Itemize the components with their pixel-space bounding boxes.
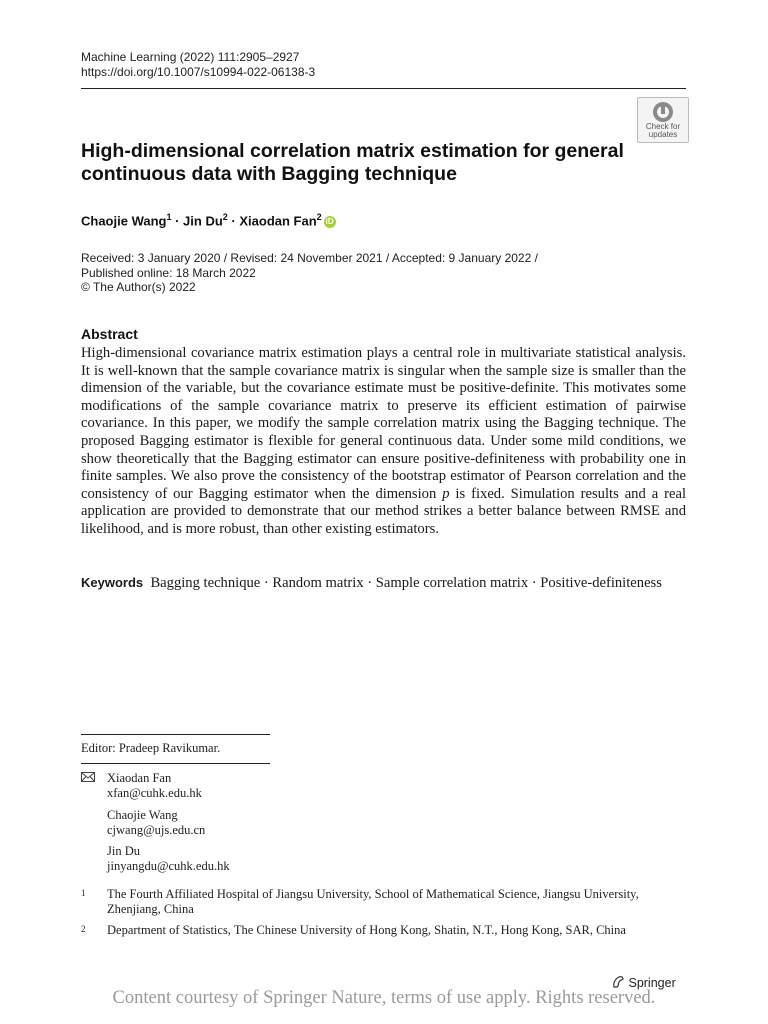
publisher-name: Springer — [628, 976, 676, 990]
abstract-heading: Abstract — [81, 326, 138, 342]
keywords-label: Keywords — [81, 575, 144, 590]
abstract-text: High-dimensional covariance matrix estimation plays a central role in multivariate statistical analysis. It is well-known that the sample covariance matrix is singular when the sample size is smaller than the dimension of the variable, but the covariance estimate must be positive-definite. This motivates some modifications of the sample covariance matrix to preserve its efficient estimation of pairwise covariance. In this paper, we modify the sample correlation matrix using the Bagging technique. The proposed Bagging estimator is flexible for general continuous data. Under some mild conditions, we show theoretically that the Bagging estimator can ensure positive-definiteness with probability one in finite samples. We also prove the consistency of the bootstrap estimator of Pearson correlation and the consistency of our Bagging estimator when the dimension — [81, 345, 686, 502]
header-rule — [81, 88, 686, 89]
author-affil-sup: 1 — [166, 212, 172, 222]
author-name[interactable]: Xiaodan Fan — [239, 213, 317, 229]
check-for-updates-icon — [652, 101, 674, 123]
footnote-rule — [81, 734, 270, 735]
dates-line2: Published online: 18 March 2022 — [81, 265, 256, 280]
title-line1: High-dimensional correlation matrix estimation for general — [81, 140, 624, 162]
journal-citation — [81, 50, 315, 80]
contact-block — [107, 808, 205, 838]
author-list — [81, 209, 336, 229]
abstract-math-p: p — [442, 485, 450, 502]
doi-link[interactable]: https://doi.org/10.1007/s10994-022-06138-3 — [81, 65, 316, 79]
courtesy-notice: Content courtesy of Springer Nature, terms of use apply. Rights reserved. — [112, 988, 656, 1008]
dates-line1: Received: 3 January 2020 / Revised: 24 November 2021 / Accepted: 9 January 2022 / — [81, 251, 538, 265]
contact-name: Chaojie Wang — [107, 808, 178, 822]
contact-name: Jin Du — [107, 844, 140, 858]
title-line2: continuous data with Bagging technique — [81, 163, 457, 185]
badge-line2: updates — [648, 130, 678, 139]
paper-title — [81, 140, 641, 186]
affiliation-text: The Fourth Affiliated Hospital of Jiangsu University, School of Mathematical Science, Jiangsu University, Zhenjiang, China — [107, 887, 639, 916]
envelope-icon[interactable] — [81, 772, 95, 782]
affiliation-number: 2 — [81, 924, 86, 934]
contact-email[interactable]: cjwang@ujs.edu.cn — [107, 823, 206, 837]
copyright-line: © The Author(s) 2022 — [81, 280, 196, 294]
author-name[interactable]: Jin Du — [183, 213, 223, 229]
publication-dates — [81, 251, 538, 295]
abstract-text: is fixed. Simulation results and a real application are provided to demonstrate that our method strikes a better balance between RMSE and likelihood, and is more robust, than other existing estimators. — [81, 485, 687, 537]
orcid-icon[interactable]: iD — [325, 217, 334, 227]
author-affil-sup: 2 — [316, 212, 322, 222]
abstract-body — [81, 345, 686, 539]
keywords-text: Bagging technique · Random matrix · Sample correlation matrix · Positive-definiteness — [150, 575, 662, 591]
keywords — [81, 574, 686, 593]
footnote-rule — [81, 763, 270, 764]
contact-email[interactable]: xfan@cuhk.edu.hk — [107, 786, 202, 800]
author-separator: · — [227, 213, 240, 229]
editor-note: Editor: Pradeep Ravikumar. — [81, 741, 221, 755]
author-affil-sup: 2 — [222, 212, 228, 222]
author-separator: · — [171, 213, 184, 229]
contact-email[interactable]: jinyangdu@cuhk.edu.hk — [107, 859, 230, 873]
check-for-updates-badge[interactable] — [637, 97, 689, 143]
author-name[interactable]: Chaojie Wang — [81, 213, 167, 229]
contact-block — [107, 771, 202, 801]
affiliation-text: Department of Statistics, The Chinese University of Hong Kong, Shatin, N.T., Hong Kong, SAR, China — [107, 923, 626, 937]
contact-name: Xiaodan Fan — [107, 771, 172, 785]
springer-horse-icon — [611, 975, 625, 989]
journal-line: Machine Learning (2022) 111:2905–2927 — [81, 50, 300, 64]
badge-line1: Check for — [645, 122, 681, 131]
contact-block — [107, 844, 230, 874]
affiliation-number: 1 — [81, 888, 86, 898]
